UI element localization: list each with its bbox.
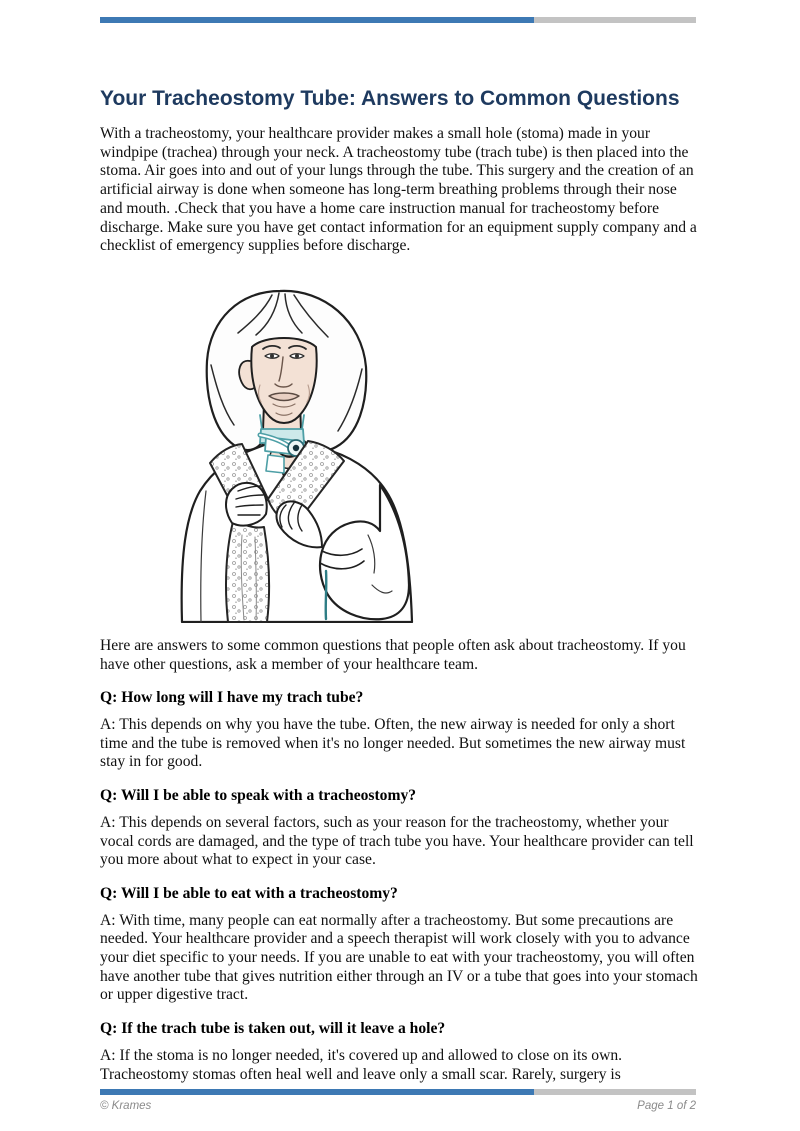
answer-4: A: If the stoma is no longer needed, it's covered up and allowed to close on its own. Tracheostomy stomas often heal well and leave only a small scar. Rarely, surgery is — [100, 1046, 623, 1083]
footer-rule — [100, 1089, 696, 1095]
header-rule — [100, 17, 696, 23]
question-1: Q: How long will I have my trach tube? — [100, 689, 364, 707]
answer-2: A: This depends on several factors, such as your reason for the tracheostomy, whether your vocal cords are damaged, and the type of trach tube you have. Your healthcare provider can tell you more about what to expect in your case. — [100, 813, 694, 869]
header-rule-blue-segment — [100, 17, 534, 23]
tracheostomy-illustration — [176, 285, 418, 623]
copyright-notice: © Krames — [100, 1100, 152, 1112]
question-2: Q: Will I be able to speak with a tracheostomy? — [100, 787, 417, 805]
intro-paragraph: With a tracheostomy, your healthcare provider makes a small hole (stoma) made in your windpipe (trachea) through your neck. A tracheostomy tube (trach tube) is then placed into the stoma. Air goes into and out of your lungs through the tube. This surgery and the creation of an artificial airway is done when someone has long-term breathing problems through their nose and mouth. .Check that you have a home care instruction manual for tracheostomy before discharge. Make sure you have get contact information for an equipment supply company and a checklist of emergency supplies before discharge. — [100, 125, 697, 255]
header-rule-gray-segment — [534, 17, 696, 23]
answer-3: A: With time, many people can eat normally after a tracheostomy. But some precautions are needed. Your healthcare provider and a speech therapist will work closely with you to advance your diet specific to your needs. If you are unable to eat with your tracheostomy, you will often have another tube that gives nutrition either through an IV or a tube that goes into your stomach or upper digestive tract. — [100, 911, 698, 1004]
page-indicator: Page 1 of 2 — [637, 1100, 696, 1112]
lead-in-paragraph: Here are answers to some common questions that people often ask about tracheostomy. If you have other questions, ask a member of your healthcare team. — [100, 636, 686, 673]
question-3: Q: Will I be able to eat with a tracheostomy? — [100, 884, 398, 902]
document-body — [100, 87, 699, 1094]
page-footer — [100, 1100, 696, 1112]
page-title: Your Tracheostomy Tube: Answers to Common Questions — [100, 87, 680, 110]
footer-rule-blue-segment — [100, 1089, 534, 1095]
question-4: Q: If the trach tube is taken out, will it leave a hole? — [100, 1020, 446, 1038]
answer-1: A: This depends on why you have the tube. Often, the new airway is needed for only a short time and the tube is removed when it's no longer needed. But sometimes the new airway must stay in for good. — [100, 716, 686, 771]
footer-rule-gray-segment — [534, 1089, 696, 1095]
